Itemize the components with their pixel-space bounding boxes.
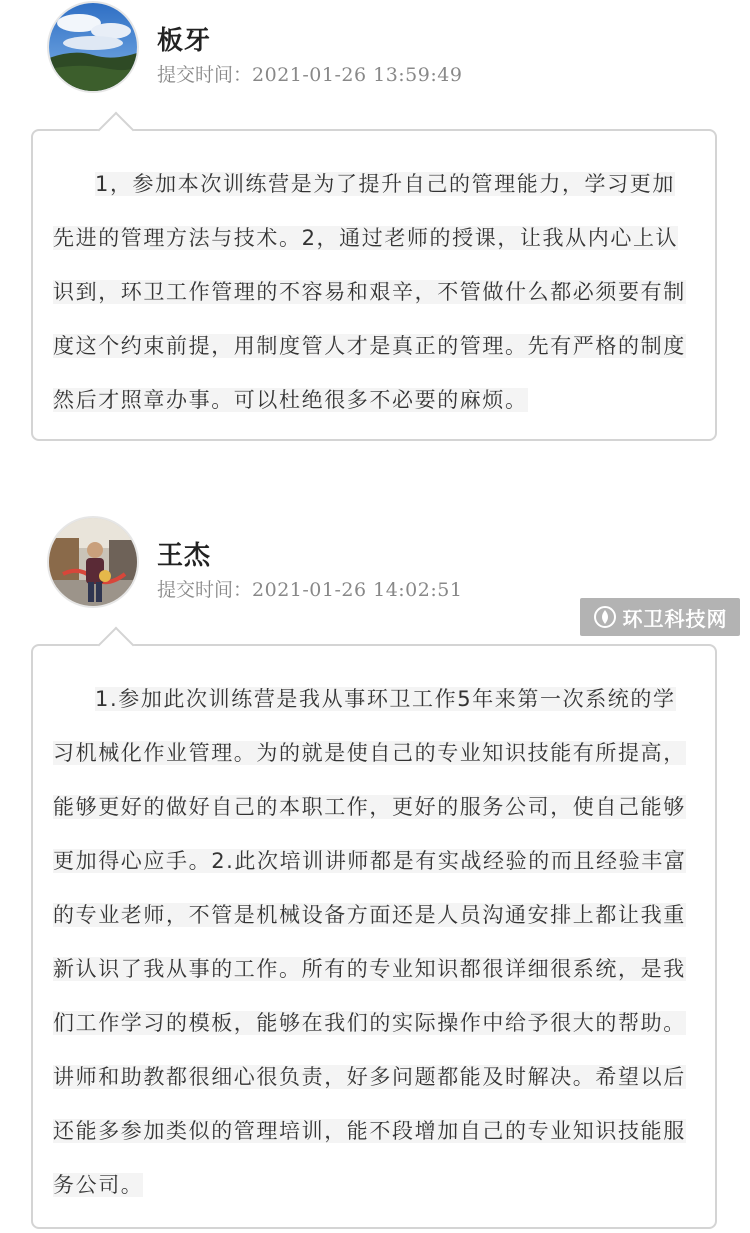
submit-time-value: 2021-01-26 14:02:51 bbox=[252, 579, 463, 601]
submit-time bbox=[157, 575, 462, 602]
author-name: 王杰 bbox=[157, 541, 212, 571]
watermark-text: 环卫科技网 bbox=[622, 606, 728, 631]
bubble-arrow bbox=[98, 112, 135, 149]
comment-text bbox=[53, 157, 695, 427]
comment-bubble bbox=[31, 129, 717, 441]
watermark-logo-icon bbox=[593, 605, 617, 629]
avatar[interactable] bbox=[49, 3, 137, 91]
avatar[interactable] bbox=[49, 518, 137, 606]
comment-card bbox=[0, 0, 750, 445]
submit-time-value: 2021-01-26 13:59:49 bbox=[252, 64, 463, 86]
landscape-sky-avatar-icon bbox=[49, 3, 137, 91]
submit-time-label: 提交时间： bbox=[157, 64, 253, 86]
author-name: 板牙 bbox=[157, 26, 212, 56]
submit-time bbox=[157, 60, 462, 87]
watermark bbox=[580, 598, 740, 636]
comment-bubble bbox=[31, 644, 717, 1229]
person-photo-avatar-icon bbox=[49, 518, 137, 606]
submit-time-label: 提交时间： bbox=[157, 579, 253, 601]
comment-text bbox=[53, 672, 695, 1212]
comment-content: 1.参加此次训练营是我从事环卫工作5年来第一次系统的学习机械化作业管理。为的就是使自己的专业知识技能有所提高，能够更好的做好自己的本职工作，更好的服务公司，使自己能够更加得心应手。2.此次培训讲师都是有实战经验的而且经验丰富的专业老师，不管是机械设备方面还是人员沟通安排上都让我重新认识了我从事的工作。所有的专业知识都很详细很系统，是我们工作学习的模板，能够在我们的实际操作中给予很大的帮助。讲师和助教都很细心很负责，好多问题都能及时解决。希望以后还能多参加类似的管理培训，能不段增加自己的专业知识技能服务公司。 bbox=[53, 687, 687, 1197]
bubble-arrow bbox=[98, 627, 135, 664]
comment-content: 1，参加本次训练营是为了提升自己的管理能力，学习更加先进的管理方法与技术。2，通过老师的授课，让我从内心上认识到，环卫工作管理的不容易和艰辛，不管做什么都必须要有制度这个约束前提，用制度管人才是真正的管理。先有严格的制度然后才照章办事。可以杜绝很多不必要的麻烦。 bbox=[53, 172, 686, 412]
